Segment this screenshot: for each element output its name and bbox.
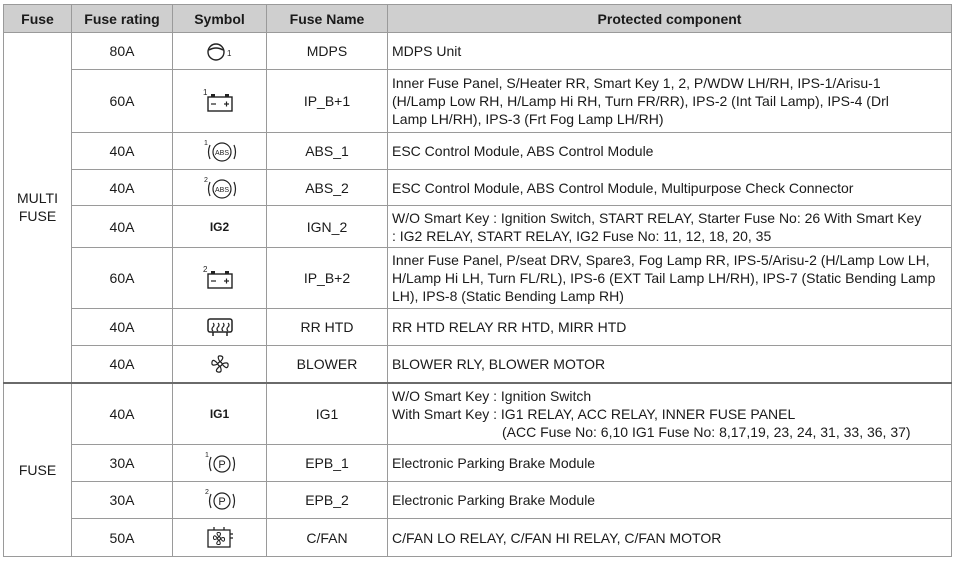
fuse-name: EPB_1 (267, 445, 388, 482)
svg-text:ABS: ABS (214, 186, 229, 194)
header-symbol: Symbol (173, 5, 267, 33)
fuse-rating: 30A (72, 445, 173, 482)
svg-text:1: 1 (202, 88, 207, 97)
fuse-name: IP_B+2 (267, 248, 388, 309)
table-row (4, 206, 952, 248)
protected-component: Electronic Parking Brake Module (388, 482, 952, 519)
svg-text:1: 1 (226, 49, 231, 58)
protected-component: RR HTD RELAY RR HTD, MIRR HTD (388, 309, 952, 346)
table-row (4, 309, 952, 346)
table-row (4, 445, 952, 482)
fuse-name: ABS_2 (267, 170, 388, 206)
protected-component: ESC Control Module, ABS Control Module (388, 133, 952, 170)
protected-component: Inner Fuse Panel, S/Heater RR, Smart Key 1, 2, P/WDW LH/RH, IPS-1/Arisu-1 (H/Lamp Low RH, H/Lamp Hi RH, Turn FR/RR), IPS-2 (Int Tail Lamp), IPS-4 (Drl Lamp LH/RH), IPS-3 (Frt Fog Lamp LH/RH) (388, 70, 952, 133)
header-fuse: Fuse (4, 5, 72, 33)
fuse-rating: 40A (72, 170, 173, 206)
svg-text:2: 2 (204, 489, 209, 496)
protected-component: Inner Fuse Panel, P/seat DRV, Spare3, Fog Lamp RR, IPS-5/Arisu-2 (H/Lamp Low LH, H/Lamp Hi LH, Turn FL/RL), IPS-6 (EXT Tail Lamp LH/RH), IPS-7 (Static Bending Lamp LH), IPS-8 (Static Bending Lamp RH) (388, 248, 952, 309)
svg-text:P: P (217, 459, 226, 471)
ig2-icon: IG2 (209, 220, 230, 234)
fuse-name: MDPS (267, 33, 388, 70)
protected-component: BLOWER RLY, BLOWER MOTOR (388, 346, 952, 383)
parking-brake-icon (203, 487, 237, 513)
protected-component: W/O Smart Key : Ignition Switch With Smart Key : IG1 RELAY, ACC RELAY, INNER FUSE PANEL (ACC Fuse No: 6,10 IG1 Fuse No: 8,17,19, 23, 24, 31, 33, 36, 37) (388, 383, 952, 445)
fuse-name: IG1 (267, 383, 388, 445)
fuse-rating: 40A (72, 383, 173, 445)
battery-icon (202, 87, 238, 115)
fuse-rating: 40A (72, 346, 173, 383)
fuse-rating: 30A (72, 482, 173, 519)
fuse-name: EPB_2 (267, 482, 388, 519)
table-row (4, 346, 952, 383)
table-row (4, 482, 952, 519)
protected-component: MDPS Unit (388, 33, 952, 70)
table-row (4, 248, 952, 309)
table-row (4, 70, 952, 133)
header-name: Fuse Name (267, 5, 388, 33)
group-fuse: FUSE (4, 383, 72, 557)
table-row (4, 170, 952, 206)
fuse-table (3, 4, 952, 557)
fuse-rating: 40A (72, 133, 173, 170)
abs-icon (202, 175, 238, 201)
parking-brake-icon (203, 450, 237, 476)
svg-text:ABS: ABS (214, 150, 229, 157)
fuse-rating: 80A (72, 33, 173, 70)
fuse-rating: 60A (72, 248, 173, 309)
fuse-rating: 40A (72, 206, 173, 248)
svg-text:1: 1 (203, 140, 208, 147)
protected-component: Electronic Parking Brake Module (388, 445, 952, 482)
fuse-name: C/FAN (267, 519, 388, 557)
fuse-rating: 60A (72, 70, 173, 133)
svg-text:P: P (217, 496, 226, 508)
steering-icon (203, 40, 237, 62)
fuse-rating: 40A (72, 309, 173, 346)
battery-icon (202, 264, 238, 292)
group-multi-fuse: MULTI FUSE (4, 33, 72, 383)
cooling-fan-icon (205, 526, 235, 550)
fuse-name: ABS_1 (267, 133, 388, 170)
header-rating: Fuse rating (72, 5, 173, 33)
fuse-name: IP_B+1 (267, 70, 388, 133)
header-component: Protected component (388, 5, 952, 33)
svg-text:2: 2 (203, 176, 208, 184)
table-row (4, 33, 952, 70)
abs-icon (202, 138, 238, 164)
protected-component: ESC Control Module, ABS Control Module, Multipurpose Check Connector (388, 170, 952, 206)
protected-component: C/FAN LO RELAY, C/FAN HI RELAY, C/FAN MOTOR (388, 519, 952, 557)
svg-text:1: 1 (204, 452, 209, 459)
table-row (4, 519, 952, 557)
table-row (4, 133, 952, 170)
fan-icon (208, 353, 232, 375)
fuse-name: IGN_2 (267, 206, 388, 248)
table-row (4, 383, 952, 445)
rear-defrost-icon (205, 316, 235, 338)
header-row (4, 5, 952, 33)
fuse-name: RR HTD (267, 309, 388, 346)
svg-text:2: 2 (202, 265, 207, 274)
fuse-rating: 50A (72, 519, 173, 557)
protected-component: W/O Smart Key : Ignition Switch, START RELAY, Starter Fuse No: 26 With Smart Key : IG2 RELAY, START RELAY, IG2 Fuse No: 11, 12, 18, 20, 35 (388, 206, 952, 248)
fuse-name: BLOWER (267, 346, 388, 383)
ig1-icon: IG1 (209, 407, 230, 422)
